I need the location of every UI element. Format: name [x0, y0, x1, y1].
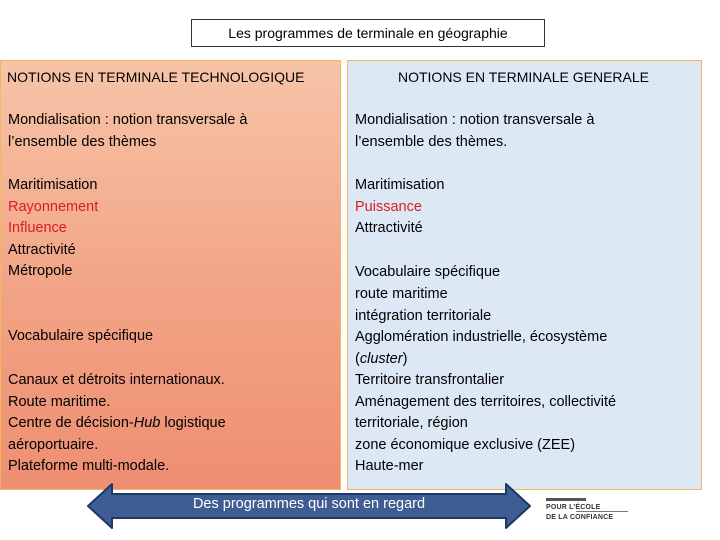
- mondialisation-block-right: [355, 110, 693, 153]
- panel-heading-technologique: NOTIONS EN TERMINALE TECHNOLOGIQUE: [7, 69, 305, 85]
- vocab-item: aéroportuaire.: [8, 436, 99, 453]
- vocab-item: Haute-mer: [355, 458, 424, 474]
- mondialisation-line: l’ensemble des thèmes: [8, 133, 157, 150]
- vocab-item: Route maritime.: [8, 393, 111, 410]
- notion-item: Puissance: [355, 198, 422, 215]
- notion-item: Attractivité: [355, 220, 423, 236]
- notion-item: Maritimisation: [8, 177, 98, 193]
- notion-item: Métropole: [8, 263, 73, 279]
- logo-text-line: POUR L’ÉCOLE: [546, 504, 601, 511]
- panel-generale: [347, 60, 702, 490]
- notions-list-left: [8, 175, 332, 283]
- vocab-item: Territoire transfrontalier: [355, 372, 505, 388]
- mondialisation-block-left: [8, 110, 332, 153]
- vocab-item: route maritime: [355, 286, 448, 302]
- vocab-item: Agglomération industrielle, écosystème: [355, 329, 608, 345]
- vocab-item: territoriale, région: [355, 415, 468, 431]
- ecole-confiance-logo: [546, 498, 646, 528]
- panel-heading-generale: NOTIONS EN TERMINALE GENERALE: [397, 69, 649, 85]
- logo-text-line: DE LA CONFIANCE: [546, 514, 614, 521]
- vocab-list-right: [355, 284, 693, 478]
- logo-rule: [576, 511, 628, 512]
- arrow-label: Des programmes qui sont en regard: [192, 496, 426, 512]
- notion-item: Attractivité: [8, 241, 76, 258]
- notion-item: Maritimisation: [355, 177, 445, 193]
- vocab-item: Aménagement des territoires, collectivité: [355, 393, 617, 410]
- slide-title: Les programmes de terminale en géographie: [191, 19, 545, 47]
- mondialisation-line: l’ensemble des thèmes.: [355, 133, 508, 150]
- vocab-heading-right: Vocabulaire spécifique: [355, 264, 501, 280]
- vocab-item: zone économique exclusive (ZEE): [355, 436, 576, 453]
- vocab-item: (cluster): [355, 350, 408, 367]
- notion-item: Rayonnement: [8, 198, 99, 215]
- vocab-item: intégration territoriale: [355, 307, 492, 324]
- vocab-heading-left: Vocabulaire spécifique: [8, 328, 154, 344]
- vocab-list-left: [8, 370, 332, 478]
- logo-bar: [546, 498, 586, 501]
- vocab-item: Plateforme multi-modale.: [8, 458, 170, 474]
- notion-item: Influence: [8, 220, 67, 236]
- vocab-item: Canaux et détroits internationaux.: [8, 372, 225, 388]
- panel-technologique: [0, 60, 341, 490]
- mondialisation-line: Mondialisation : notion transversale à: [355, 112, 595, 128]
- double-arrow: [86, 482, 532, 530]
- vocab-item: Centre de décision-Hub logistique: [8, 415, 226, 431]
- mondialisation-line: Mondialisation : notion transversale à: [8, 112, 248, 128]
- notions-list-right: [355, 175, 693, 240]
